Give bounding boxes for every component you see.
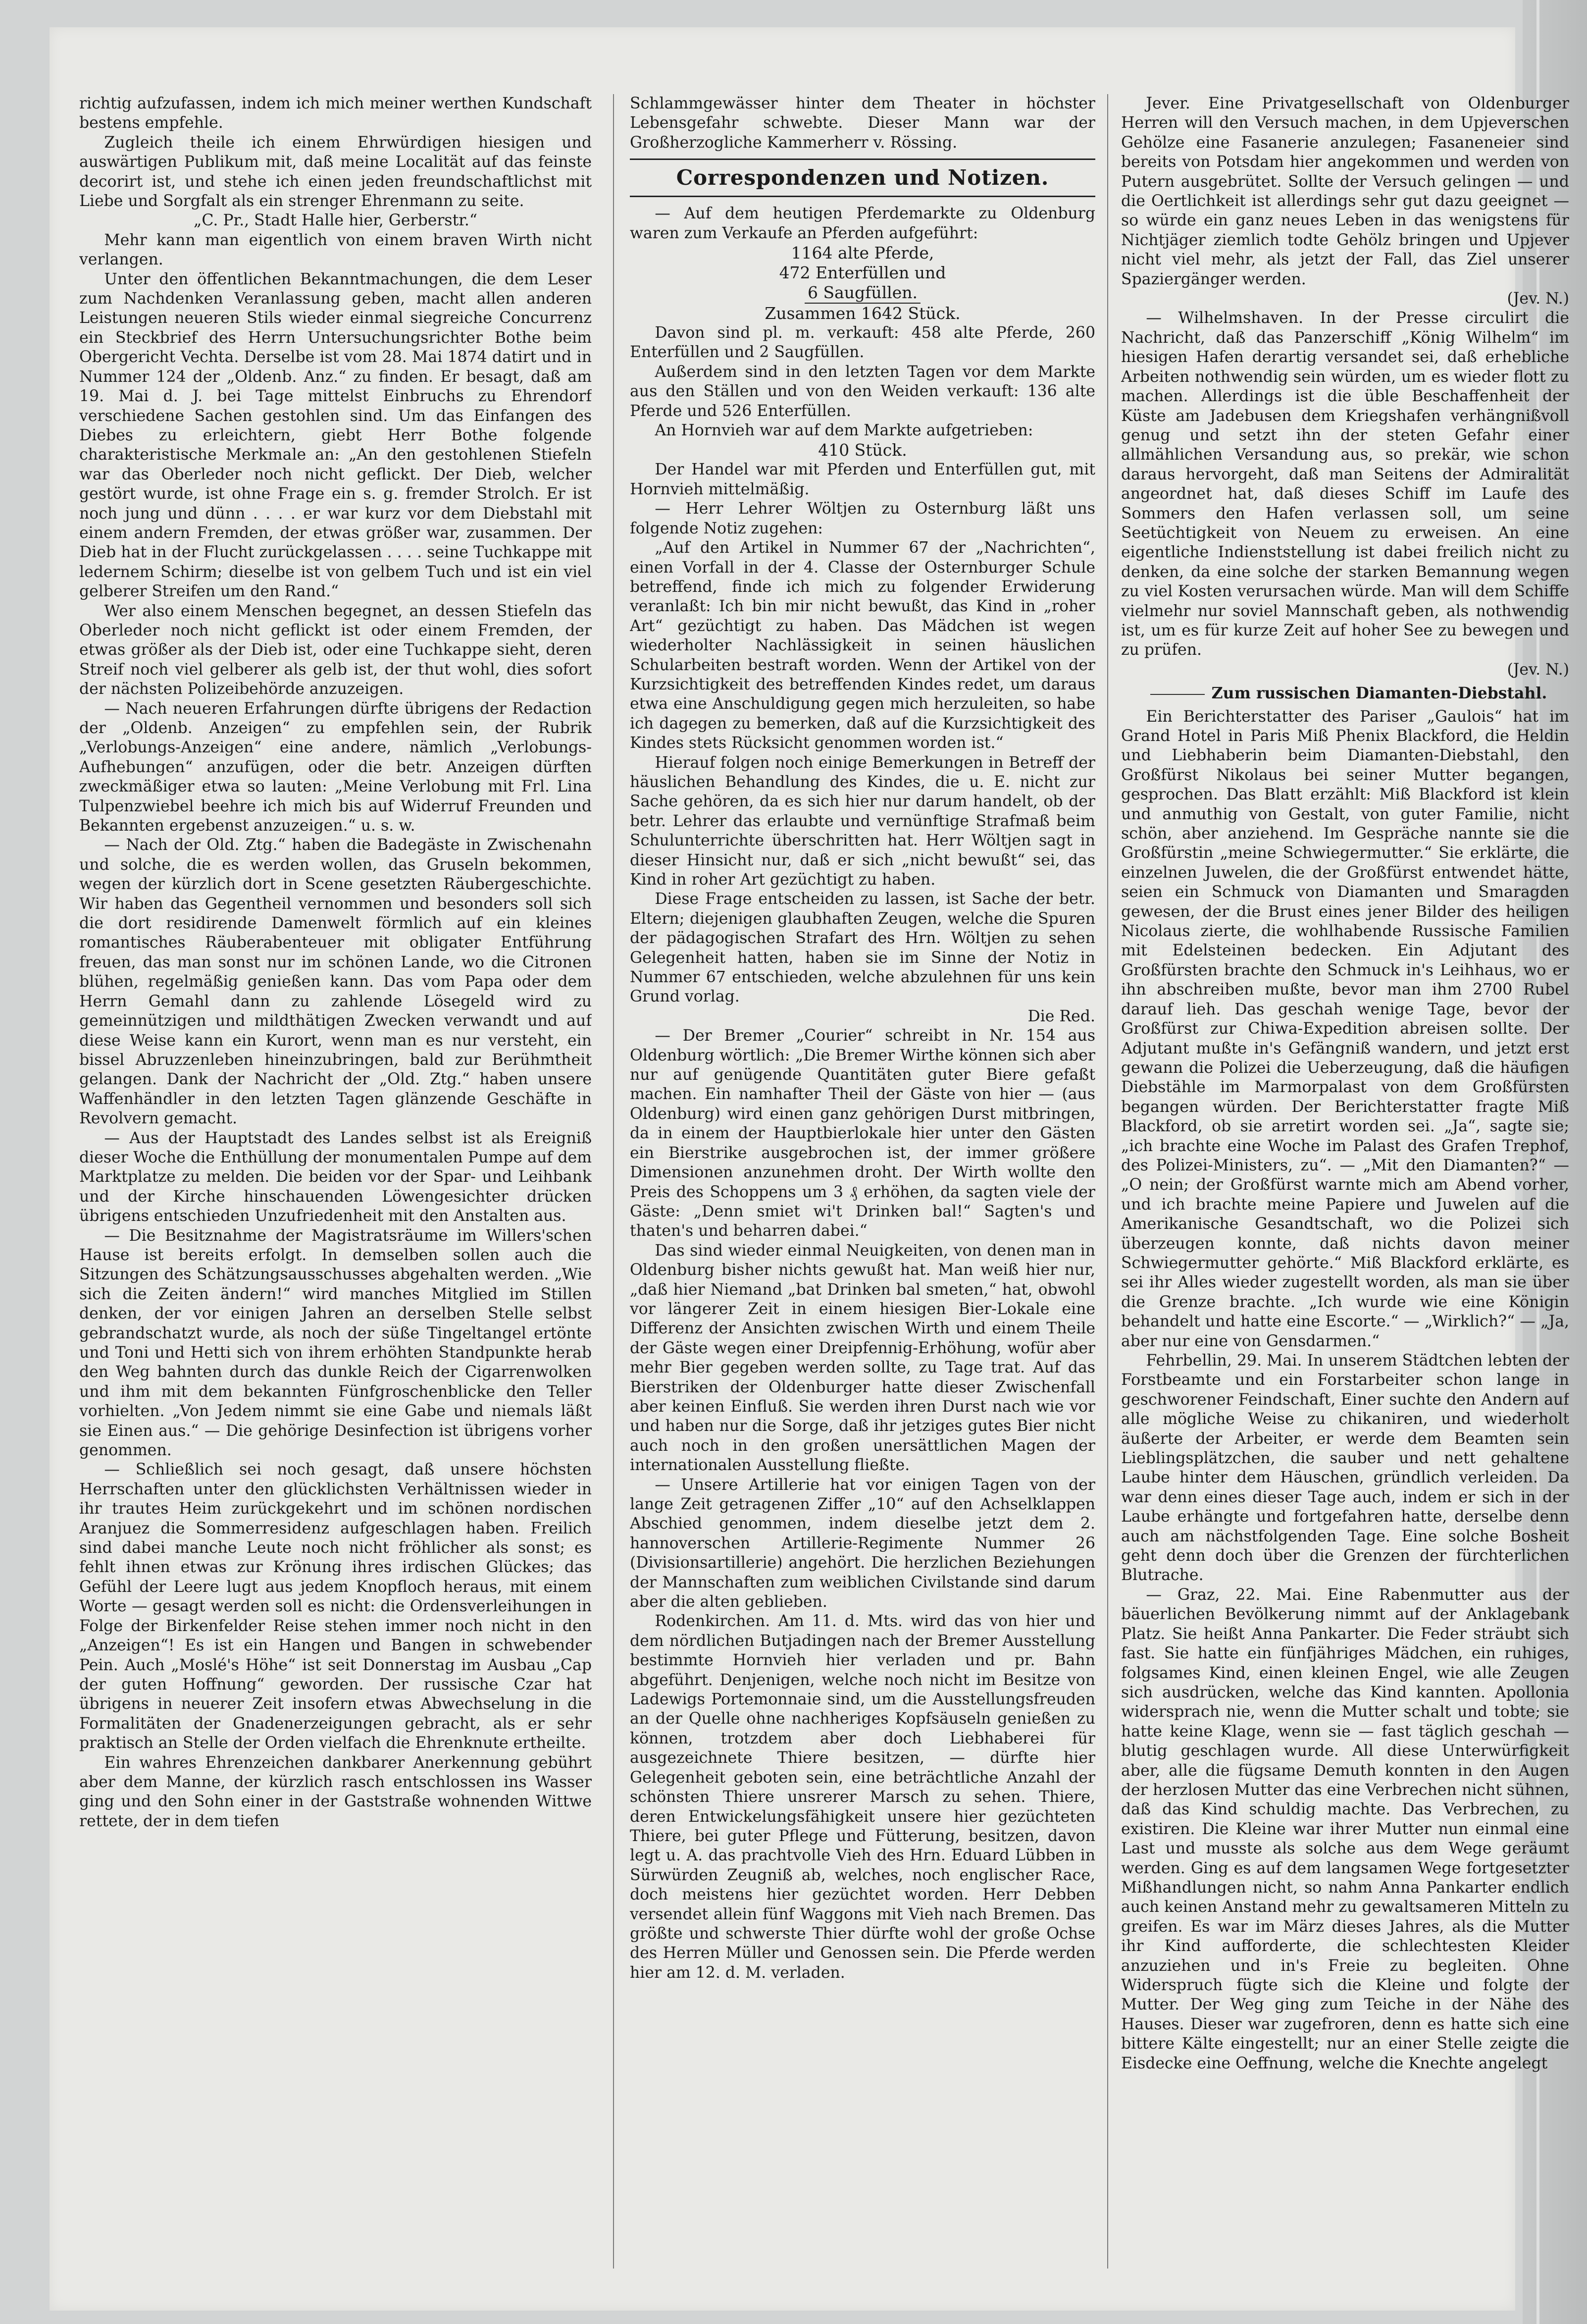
source-signature: (Jev. N.) — [1507, 290, 1569, 308]
stat-total: Zusammen 1642 Stück. — [765, 304, 961, 323]
article-paragraph: Fehrbellin, 29. Mai. In unserem Städtchen lebten der Forstbeamte und ein Forstarbeiter schon lange in geschworener Feindschaft, Einer suchte den Andern auf alle mögliche Weise zu chikaniren, und wiederholt äußerte der Arbeiter, er werde dem Beamten sein Lieblingsplätzchen, die sauber und nett gehaltene Laube hinter dem Häuschen, gründlich verleiden. Da war denn eines dieser Tage auch, indem er sich in der Laube erhängte und fortgefahren hatte, derselbe denn auch am nächstfolgenden Tage. Eine solche Bosheit geht denn doch über die Grenzen der fürchterlichen Blutrache. — [1121, 1352, 1569, 1585]
article-paragraph: — Aus der Hauptstadt des Landes selbst ist als Ereigniß dieser Woche die Enthüllung der monumentalen Pumpe auf dem Marktplatze zu melden. Die beiden vor der Spar- und Leihbank und der Kirche hinschauenden Löwengesichter drücken übrigens entschieden Unzufriedenheit mit den Anstalten aus. — [79, 1129, 592, 1225]
article-paragraph: Wer also einem Menschen begegnet, an dessen Stiefeln das Oberleder noch nicht geflickt ist oder einem Fremden, der etwas größer als der Dieb ist, oder eine Tuchkappe sieht, deren Streif noch viel gelberer als gelb ist, der thut wohl, dies sofort der nächsten Polizeibehörde anzuzeigen. — [79, 602, 592, 698]
article-paragraph: Außerdem sind in den letzten Tagen vor dem Markte aus den Ställen und von den Weiden verkauft: 136 alte Pferde und 526 Enterfüllen. — [630, 363, 1095, 420]
article-paragraph: Jever. Eine Privatgesellschaft von Oldenburger Herren will den Versuch machen, in dem Upjeverschen Gehölze eine Fasanerie anzulegen; Fasaneneier sind bereits von Potsdam hier angekommen und werden von Putern ausgebrütet. Sollte der Versuch gelingen — und die Oertlichkeit ist allerdings sehr gut dazu geeignet — so würde ein ganz neues Leben in das wenigstens für Nichtjäger ziemlich todte Gehölz bringen und Upjever nicht viel mehr, als jetzt der Fall, das Ziel unserer Spaziergänger werden. — [1121, 95, 1569, 288]
article-paragraph: — Herr Lehrer Wöltjen zu Osternburg läßt uns folgende Notiz zugehen: — [630, 500, 1095, 537]
stat-line: 472 Enterfüllen und — [779, 263, 946, 283]
article-paragraph: Der Handel war mit Pferden und Enterfüllen gut, mit Hornvieh mittelmäßig. — [630, 461, 1095, 498]
article-paragraph: Hierauf folgen noch einige Bemerkungen in Betreff der häuslichen Behandlung des Kindes, die u. E. nicht zur Sache gehören, da es sich hier nur darum handelt, ob der betr. Lehrer das erlaubte und vernünftige Strafmaß beim Schulunterrichte überschritten hat. Herr Wöltjen sagt in dieser Hinsicht nur, daß er sich „nicht bewußt“ sei, das Kind in roher Art gezüchtigt zu haben. — [630, 753, 1095, 889]
quote-signature: „C. Pr., Stadt Halle hier, Gerberstr.“ — [194, 211, 477, 230]
article-paragraph: — Wilhelmshaven. In der Presse circulirt die Nachricht, daß das Panzerschiff „König Wilhelm“ im hiesigen Hafen derartig versandet sei, daß erhebliche Arbeiten nothwendig sein würden, um es wieder flott zu machen. Allerdings ist die üble Beschaffenheit der Küste am Jadebusen dem Kriegshafen verhängnißvoll genug und setzt ihn der steten Gefahr einer allmählichen Versandung aus, so prekär, wie schon daraus hervorgeht, daß man Seitens der Admiralität angeordnet hat, daß dieses Schiff im Laufe des Sommers den Hafen verlassen soll, um seine Seetüchtigkeit von Neuem zu erweisen. An eine eigentliche Indienststellung ist dabei freilich nicht zu denken, da eine solche der starken Bemannung wegen zu viel Kosten verursachen würde. Man will dem Schiffe vielmehr nur soviel Mannschaft geben, als nothwendig ist, um es für kurze Zeit auf hoher See zu bewegen und zu prüfen. — [1121, 309, 1569, 659]
column-middle — [630, 94, 1095, 2269]
section-heading: Correspondenzen und Notizen. — [630, 158, 1095, 197]
article-paragraph: Diese Frage entscheiden zu lassen, ist Sache der betr. Eltern; diejenigen glaubhaften Zeugen, welche die Spuren der pädagogischen Strafart des Hrn. Wöltjen zu sehen Gelegenheit hatten, haben sie im Sinne der Notiz in Nummer 67 entschieden, welche abzulehnen für uns kein Grund vorlag. — [630, 890, 1095, 1006]
article-paragraph: — Der Bremer „Courier“ schreibt in Nr. 154 aus Oldenburg wörtlich: „Die Bremer Wirthe können sich aber nur auf genügende Quantitäten guter Biere gefaßt machen. Ein namhafter Theil der Gäste von hier — (aus Oldenburg) wird einen ganz gehörigen Durst mitbringen, da in einem der Hauptbierlokale hier unter den Gästen ein Bierstrike ausgebrochen ist, der immer größere Dimensionen anzunehmen droht. Der Wirth wollte den Preis des Schoppens um 3 ₰ erhöhen, da sagten viele der Gäste: „Denn smiet wi't Drinken bal!“ Sagten's und thaten's und beharren dabei.“ — [630, 1027, 1095, 1240]
column-right — [1121, 94, 1569, 2269]
divider-bar — [1150, 694, 1205, 695]
article-paragraph: Mehr kann man eigentlich von einem braven Wirth nicht verlangen. — [79, 231, 592, 269]
article-paragraph: „Auf den Artikel in Nummer 67 der „Nachrichten“, einen Vorfall in der 4. Classe der Osternburger Schule betreffend, finde ich mich zu folgender Erwiderung veranlaßt: Ich bin mir nicht bewußt, das Kind in „roher Art“ gezüchtigt zu haben. Das Mädchen ist wegen wiederholter Nachlässigkeit in seinen häuslichen Schularbeiten bestraft worden. Wenn der Artikel von der Kurzsichtigkeit des betreffenden Kindes redet, um daraus etwa eine Anschuldigung gegen mich herzuleiten, so habe ich dagegen zu bemerken, daß auf die Kurzsichtigkeit des Kindes stets Rücksicht genommen worden ist.“ — [630, 539, 1095, 752]
article-paragraph: An Hornvieh war auf dem Markte aufgetrieben: — [655, 422, 1033, 440]
article-paragraph: Davon sind pl. m. verkauft: 458 alte Pferde, 260 Enterfüllen und 2 Saugfüllen. — [630, 324, 1095, 362]
article-paragraph: Ein Berichterstatter des Pariser „Gaulois“ hat im Grand Hotel in Paris Miß Phenix Blackford, die Heldin und Liebhaberin beim Diamanten-Diebstahl, den Großfürst Nikolaus bei seiner Mutter begangen, gesprochen. Das Blatt erzählt: Miß Blackford ist klein und anmuthig von Gestalt, von guter Familie, nicht schön, aber anziehend. Im Gespräche nannte sie die Großfürstin „meine Schwiegermutter.“ Sie erklärte, die einzelnen Juwelen, die der Großfürst entwendet hätte, seien ein Schmuck von Diamanten und Smaragden gewesen, der die Brust eines jener Bilder des heiligen Nicolaus zierte, die wohlhabende Russische Familien mit Edelsteinen bedecken. Ein Adjutant des Großfürsten brachte den Schmuck in's Leihhaus, wo er ihn abschreiben mußte, bevor man ihm 2700 Rubel darauf lieh. Das geschah wenige Tage, bevor der Großfürst zur Chiwa-Expedition abreisen sollte. Der Adjutant mußte in's Gefängniß wandern, und jetzt erst gewann die Polizei die Ueberzeugung, daß die häufigen Diebstähle im Marmorpalast von dem Großfürsten begangen würden. Der Berichterstatter fragte Miß Blackford, ob sie arretirt worden sei. „Ja“, sagte sie; „ich brachte eine Woche im Palast des Grafen Trephof, des Polizei-Ministers, zu“. — „Mit den Diamanten?“ — „O nein; der Großfürst warnte mich am Abend vorher, und ich brachte meine Papiere und Juwelen auf die Amerikanische Gesandtschaft, wo die Polizei sich überzeugen konnte, daß nichts davon meiner Schwiegermutter gehörte.“ Miß Blackford erklärte, es sei ihr Alles wieder zugestellt worden, als man sie über die Grenze brachte. „Ich wurde wie eine Königin behandelt und hatte eine Escorte.“ — „Wirklich?“ — „Ja, aber nur eine von Gensdarmen.“ — [1121, 707, 1569, 1350]
editor-signature: Die Red. — [1027, 1007, 1095, 1025]
stat-total: 410 Stück. — [818, 440, 907, 460]
column-left — [79, 94, 592, 2269]
article-paragraph: — Unsere Artillerie hat vor einigen Tagen von der lange Zeit getragenen Ziffer „10“ auf den Achselklappen Abschied genommen, indem dieselbe jetzt dem 2. hannoverschen Artillerie-Regimente Nummer 26 (Divisionsartillerie) angehört. Die herzlichen Beziehungen der Mannschaften zum weiblichen Civilstande sind darum aber die alten geblieben. — [630, 1476, 1095, 1611]
article-paragraph: — Auf dem heutigen Pferdemarkte zu Oldenburg waren zum Verkaufe an Pferden aufgeführt: — [630, 205, 1095, 242]
article-paragraph: — Nach neueren Erfahrungen dürfte übrigens der Redaction der „Oldenb. Anzeigen“ zu empfehlen sein, der Rubrik „Verlobungs-Anzeigen“ eine andere, nämlich „Verlobungs-Aufhebungen“ anzufügen, oder die betr. Anzeigen dürften zweckmäßiger etwa so lauten: „Meine Verlobung mit Frl. Lina Tulpenzwiebel beehre ich mich bis auf Widerruf Freunden und Bekannten ergebenst anzuzeigen.“ u. s. w. — [79, 699, 592, 835]
article-paragraph: — Graz, 22. Mai. Eine Rabenmutter aus der bäuerlichen Bevölkerung nimmt auf der Anklagebank Platz. Sie heißt Anna Pankarter. Die Feder sträubt sich fast. Sie hatte ein fünfjähriges Mädchen, ein ruhiges, folgsames Kind, einen kleinen Engel, wie alle Zeugen sich ausdrücken, welche das Kind kannten. Apollonia widersprach nie, wenn die Mutter schalt und tobte; sie hatte keine Klage, wenn sie — fast täglich geschah — blutig geschlagen wurde. All diese Unterwürfigkeit aber, alle die fügsame Demuth konnten in den Augen der herzlosen Mutter das eine Verbrechen nicht sühnen, daß das Kind schuldig machte. Das Verbrechen, zu existiren. Die Kleine war ihrer Mutter nun einmal eine Last und musste als solche aus dem Wege geräumt werden. Ging es auf dem langsamen Wege fortgesetzter Mißhandlungen nicht, so nahm Anna Pankarter endlich auch keinen Anstand mehr zu gewaltsameren Mitteln zu greifen. Es war im März dieses Jahres, als die Mutter ihr Kind aufforderte, die schlechtesten Kleider anzuziehen und in's Freie zu begleiten. Ohne Widerspruch fügte sich die Kleine und folgte der Mutter. Der Weg ging zum Teiche in der Nähe des Hauses. Dieser war zugefroren, denn es hatte sich eine bittere Kälte eingestellt; nur an einer Stelle zeigte die Eisdecke eine Oeffnung, welche die Knechte angelegt — [1121, 1585, 1569, 2072]
article-paragraph: Rodenkirchen. Am 11. d. Mts. wird das von hier und dem nördlichen Butjadingen nach der Bremer Ausstellung bestimmte Hornvieh hier verladen und pr. Bahn abgeführt. Denjenigen, welche noch nicht im Besitze von Ladewigs Portemonnaie sind, um die Ausstellungsfreuden an der Quelle ohne nachheriges Kopfsäuseln genießen zu können, trotzdem aber doch Liebhaberei für ausgezeichnete Thiere besitzen, — dürfte hier Gelegenheit geboten sein, eine beträchtliche Anzahl der schönsten Thiere unsrerer Marsch zu sehen. Thiere, deren Entwickelungsfähigkeit unsere hier gezüchteten Thiere, bei guter Pflege und Fütterung, besitzen, davon legt u. A. das prachtvolle Vieh des Hrn. Eduard Lübben in Sürwürden Zeugniß ab, welches, noch englischer Race, doch meistens hier gezüchtet worden. Herr Debben versendet allein fünf Waggons mit Vieh nach Bremen. Das größte und schwerste Thier dürfte wohl der große Ochse des Herren Müller und Genossen sein. Die Pferde werden hier am 12. d. M. verladen. — [630, 1612, 1095, 1982]
article-paragraph: Zugleich theile ich einem Ehrwürdigen hiesigen und auswärtigen Publikum mit, daß meine Localität auf das feinste decorirt ist, und stehe ich einen jeden freundschaftlichst mit Liebe und Sorgfalt als ein strenger Ehrenmann zu seite. — [79, 133, 592, 211]
article-paragraph: Das sind wieder einmal Neuigkeiten, von denen man in Oldenburg bisher nichts gewußt hat. Man weiß hier nur, „daß hier Niemand „bat Drinken bal smeten,“ hat, obwohl vor längerer Zeit in einem hiesigen Bier-Lokale eine Differenz der Ansichten zwischen Wirth und einem Theile der Gäste wegen einer Dreipfennig-Erhöhung, wofür aber mehr Bier gegeben werden sollte, zu Tage trat. Auf das Bierstriken der Oldenburger hatte dieser Zwischenfall aber keinen Einfluß. Sie werden ihren Durst nach wie vor und haben nur die Sorge, daß ihr jetziges gutes Bier nicht auch noch in den großen unersättlichen Magen der internationalen Ausstellung fließte. — [630, 1241, 1095, 1475]
article-paragraph: — Die Besitznahme der Magistratsräume im Willers'schen Hause ist bereits erfolgt. In demselben sollen auch die Sitzungen des Schätzungsausschusses abgehalten werden. „Wie sich die Zeiten ändern!“ wird manches Mitglied im Stillen denken, der vor einigen Jahren an derselben Stelle selbst gebrandschatzt wurde, als noch der süße Tingeltangel ertönte und Toni und Hetti sich von ihrem erhöhten Standpunkte herab den Weg bahnten durch das dunkle Reich der Cigarrenwolken und ihm mit dem bekannten Fünfgroschenblicke den Teller vorhielten. „Von Jedem nimmt sie eine Gabe und niemals läßt sie Einen aus.“ — Die gehörige Desinfection ist übrigens vorher genommen. — [79, 1226, 592, 1460]
article-paragraph: — Nach der Old. Ztg.“ haben die Badegäste in Zwischenahn und solche, die es werden wollen, das Gruseln bekommen, wegen der kürzlich dort in Scene gesetzten Räubergeschichte. Wir haben das Gegentheil vernommen und besonders soll sich die dort residirende Damenwelt förmlich auf ein kleines romantisches Räuberabenteuer mit obligater Entführung freuen, das man sonst nur im schönen Lande, wo die Citronen blühen, regelmäßig genießen kann. Das vom Papa oder dem Herrn Gemahl dann zu zahlende Lösegeld wird zu gemeinnützigen und mildthätigen Zwecken verwandt und auf diese Weise kann ein Kurort, wenn man es nur versteht, ein bissel Abruzzenleben hineinzubringen, bald zur Berühmtheit gelangen. Dank der Nachricht der „Old. Ztg.“ haben unsere Waffenhändler in den letzten Tagen glänzende Geschäfte in Revolvern gemacht. — [79, 836, 592, 1128]
column-rule-1 — [613, 94, 614, 2269]
article-paragraph: richtig aufzufassen, indem ich mich meiner werthen Kundschaft bestens empfehle. — [79, 95, 592, 132]
article-paragraph: Ein wahres Ehrenzeichen dankbarer Anerkennung gebührt aber dem Manne, der kürzlich rasch entschlossen ins Wasser ging und den Sohn einer in der Gaststraße wohnenden Wittwe rettete, der in dem tiefen — [79, 1753, 592, 1830]
divider-title: Zum russischen Diamanten-Diebstahl. — [1211, 684, 1547, 703]
column-rule-2 — [1107, 94, 1108, 2269]
stat-line: 6 Saugfüllen. — [805, 283, 921, 304]
article-paragraph: Schlammgewässer hinter dem Theater in höchster Lebensgefahr schwebte. Dieser Mann war der Großherzogliche Kammerherr v. Rössing. — [630, 95, 1095, 152]
article-paragraph: Unter den öffentlichen Bekanntmachungen, die dem Leser zum Nachdenken Veranlassung geben, macht allen anderen Leistungen neueren Stils wieder einmal siegreiche Concurrenz ein Steckbrief des Herrn Untersuchungsrichter Bothe beim Obergericht Vechta. Derselbe ist vom 28. Mai 1874 datirt und in Nummer 124 der „Oldenb. Anz.“ zu finden. Er besagt, daß am 19. Mai d. J. bei Tage mittelst Einbruchs zu Ehrendorf verschiedene Sachen gestohlen sind. Um das Einfangen des Diebes zu erleichtern, giebt Herr Bothe folgende charakteristische Merkmale an: „An den gestohlenen Stiefeln war das Oberleder noch nicht geflickt. Der Dieb, welcher gestört wurde, ist ohne Frage ein s. g. fremder Strolch. Er ist noch jung und dünn . . . . er war kurz vor dem Diebstahl mit einem andern Fremden, der etwas größer war, zusammen. Der Dieb hat in der Flucht zurückgelassen . . . . seine Tuchkappe mit ledernem Schirm; dieselbe ist von gelbem Tuch und ist ein viel gelberer Streifen um den Rand.“ — [79, 270, 592, 601]
section-divider — [1121, 684, 1569, 703]
source-signature: (Jev. N.) — [1507, 660, 1569, 679]
stat-line: 1164 alte Pferde, — [791, 243, 934, 263]
article-paragraph: — Schließlich sei noch gesagt, daß unsere höchsten Herrschaften unter den glücklichsten Verhältnissen wieder in ihr trautes Heim zurückgekehrt und im schönen nordischen Aranjuez die Sommerresidenz aufgeschlagen haben. Freilich sind dabei manche Leute noch nicht fröhlicher als sonst; es fehlt ihnen etwas zur Krönung ihres irdischen Glückes; das Gefühl der Leere lugt aus jedem Knopfloch heraus, mit einem Worte — gesagt werden soll es nicht: die Ordensverleihungen in Folge der Birkenfelder Reise stehen immer noch nicht in den „Anzeigen“! Es ist ein Hangen und Bangen in schwebender Pein. Auch „Moslé's Höhe“ ist seit Donnerstag im Ausbau „Cap der guten Hoffnung“ geworden. Der russische Czar hat übrigens in neuerer Zeit insofern etwas Abwechselung in die Formalitäten der Gnadenerzeigungen gebracht, als er sehr praktisch an Stelle der Orden vielfach die Ehrenknute ertheilte. — [79, 1461, 592, 1752]
